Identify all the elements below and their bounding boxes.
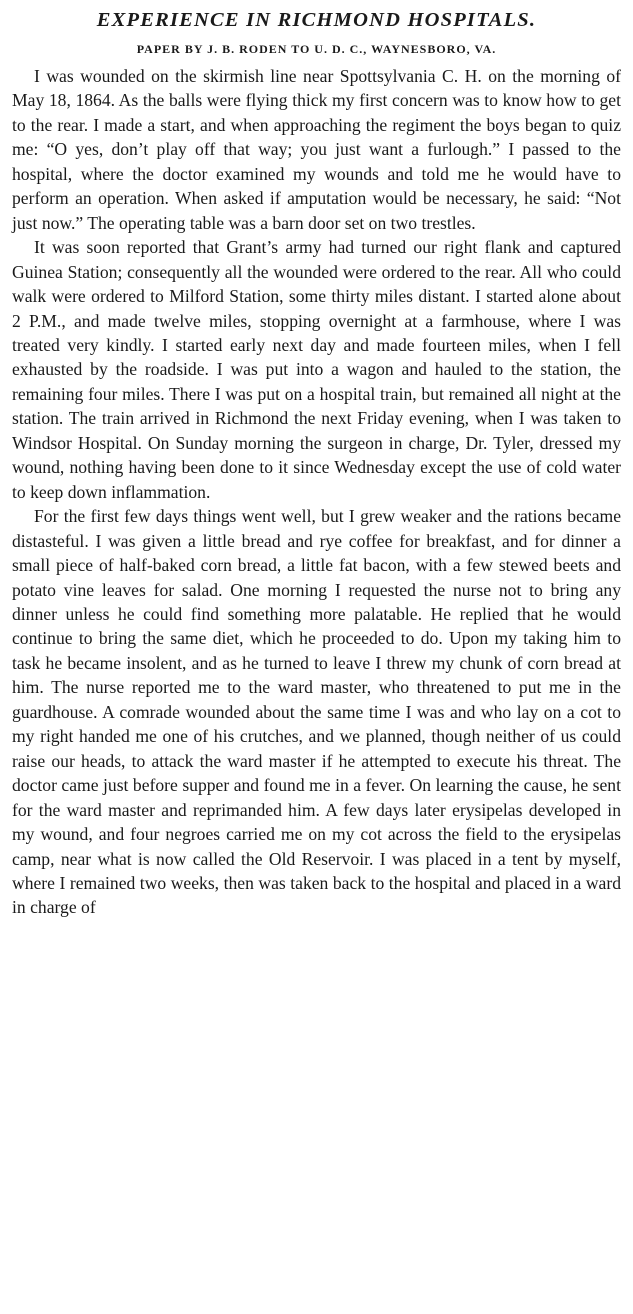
paragraph-1: I was wounded on the skirmish line near Spottsylvania C. H. on the morning of May 18, 1864. As the balls were flying thick my first concern was to know how to get to the rear. I made a start, and when approaching the regiment the boys began to quiz me: “O yes, don’t play off that way; you just want a furlough.” I passed to the hospital, where the doctor examined my wounds and told me he would have to perform an operation. When asked if amputation would be necessary, he said: “Not just now.” The operating table was a barn door set on two trestles.: [12, 66, 621, 233]
article-body: [12, 64, 621, 920]
paragraph-2: It was soon reported that Grant’s army had turned our right flank and captured Guinea Station; consequently all the wounded were ordered to the rear. All who could walk were ordered to Milford Station, some thirty miles distant. I started alone about 2 P.M., and made twelve miles, stopping overnight at a farmhouse, where I was treated very kindly. I started early next day and made fourteen miles, when I fell exhausted by the roadside. I was put into a wagon and hauled to the station, the remaining four miles. There I was put on a hospital train, but remained all night at the station. The train arrived in Richmond the next Friday evening, when I was taken to Windsor Hospital. On Sunday morning the surgeon in charge, Dr. Tyler, dressed my wound, nothing having been done to it since Wednesday except the use of cold water to keep down inflammation.: [12, 237, 621, 502]
paragraph-3: For the first few days things went well, but I grew weaker and the rations became distasteful. I was given a little bread and rye coffee for breakfast, and for dinner a small piece of half-baked corn bread, a little fat bacon, with a few stewed beets and potato vine leaves for salad. One morning I requested the nurse not to bring any dinner unless he could find something more palatable. He replied that he would continue to bring the same diet, which he proceeded to do. Upon my taking him to task he became insolent, and as he turned to leave I threw my chunk of corn bread at him. The nurse reported me to the ward master, who threatened to put me in the guardhouse. A comrade wounded about the same time I was and who lay on a cot to my right handed me one of his crutches, and we planned, though neither of us could raise our heads, to attack the ward master if he attempted to execute his threat. The doctor came just before supper and found me in a fever. On learning the cause, he sent for the ward master and reprimanded him. A few days later erysipelas developed in my wound, and four negroes carried me on my cot across the field to the erysipelas camp, near what is now called the Old Reservoir. I was placed in a tent by myself, where I remained two weeks, then was taken back to the hospital and placed in a ward in charge of: [12, 506, 621, 918]
article-byline: PAPER BY J. B. RODEN TO U. D. C., WAYNESBORO, VA.: [136, 42, 497, 56]
article-title: EXPERIENCE IN RICHMOND HOSPITALS.: [96, 9, 537, 31]
